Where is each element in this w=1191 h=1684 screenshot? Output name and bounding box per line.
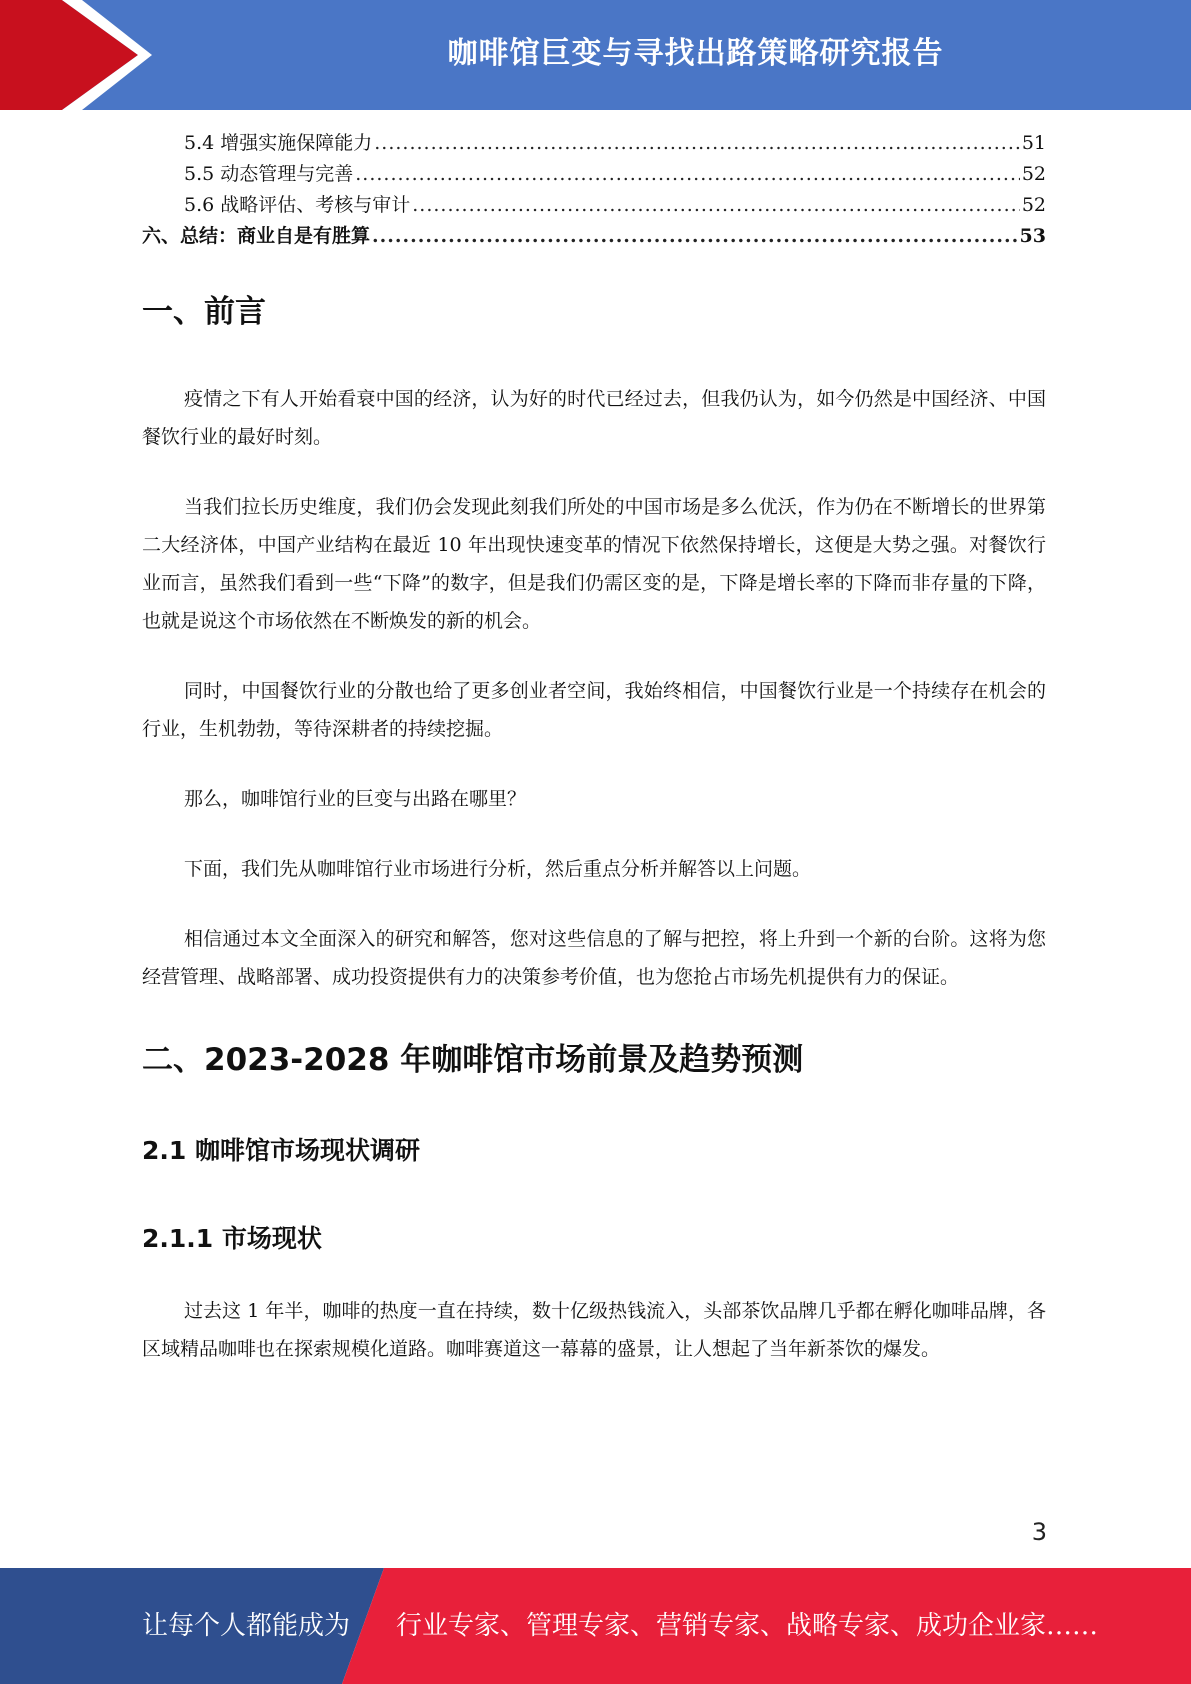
paragraph: 那么，咖啡馆行业的巨变与出路在哪里？ [184,788,527,810]
paragraph: 疫情之下有人开始看衰中国的经济，认为好的时代已经过去，但我仍认为，如今仍然是中国经济、中国餐饮行业的最好时刻。 [142,388,1046,448]
footer-slogan-left: 让每个人都能成为 [142,1611,351,1641]
toc-entry-label: 5.4 增强实施保障能力 [184,132,373,154]
red-chevron-decoration [0,0,160,110]
toc-leader-dots [372,221,1018,252]
page-content [142,128,1046,1368]
toc-leader-dots [374,128,1020,159]
toc-leader-dots [355,159,1020,190]
subsection-heading: 2.1 咖啡馆市场现状调研 [142,1136,420,1165]
paragraph: 相信通过本文全面深入的研究和解答，您对这些信息的了解与把控，将上升到一个新的台阶。这将为您经营管理、战略部署、成功投资提供有力的决策参考价值，也为您抢占市场先机提供有力的保证。 [142,928,1046,988]
toc-entry[interactable] [142,221,1046,252]
toc-entry-label: 5.6 战略评估、考核与审计 [184,194,411,216]
page-footer [0,1568,1191,1684]
toc-entry-label: 六、总结：商业自是有胜算 [142,225,371,247]
paragraph: 过去这 1 年半，咖啡的热度一直在持续，数十亿级热钱流入，头部茶饮品牌几乎都在孵化咖啡品牌，各区域精品咖啡也在探索规模化道路。咖啡赛道这一幕幕的盛景，让人想起了当年新茶饮的爆发。 [142,1300,1046,1360]
paragraph: 下面，我们先从咖啡馆行业市场进行分析，然后重点分析并解答以上问题。 [184,858,812,880]
toc-entry[interactable] [142,190,1046,221]
toc-entry-page: 51 [1021,132,1046,154]
page-header [0,0,1191,110]
table-of-contents [142,128,1046,252]
paragraph: 同时，中国餐饮行业的分散也给了更多创业者空间，我始终相信，中国餐饮行业是一个持续存在机会的行业，生机勃勃，等待深耕者的持续挖掘。 [142,680,1046,740]
subsubsection-heading: 2.1.1 市场现状 [142,1224,322,1253]
footer-slogan-right: 行业专家、管理专家、营销专家、战略专家、成功企业家…… [396,1611,1099,1641]
report-title: 咖啡馆巨变与寻找出路策略研究报告 [447,36,944,71]
toc-entry[interactable] [142,159,1046,190]
toc-entry-page: 52 [1021,194,1046,216]
toc-entry-page: 52 [1021,163,1046,185]
section-heading-market-outlook: 二、2023-2028 年咖啡馆市场前景及趋势预测 [142,1042,804,1078]
toc-entry-label: 5.5 动态管理与完善 [184,163,354,185]
section-heading-preface: 一、前言 [142,294,266,330]
toc-entry[interactable] [142,128,1046,159]
page-number: 3 [1031,1518,1047,1546]
toc-leader-dots [412,190,1020,221]
paragraph: 当我们拉长历史维度，我们仍会发现此刻我们所处的中国市场是多么优沃，作为仍在不断增长的世界第二大经济体，中国产业结构在最近 10 年出现快速变革的情况下依然保持增长，这便是大势之强。对餐饮行业而言，虽然我们看到一些“下降”的数字，但是我们仍需区变的是，下降是增长率的下降而非存量的下降，也就是说这个市场依然在不断焕发的新的机会。 [142,496,1046,632]
toc-entry-page: 53 [1019,225,1046,247]
